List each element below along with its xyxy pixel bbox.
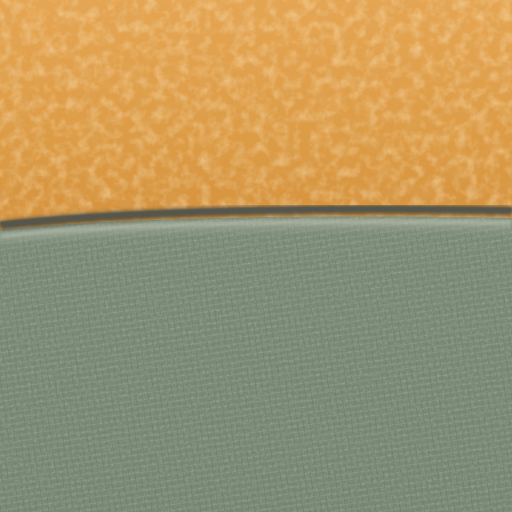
green-fabric-region: [0, 217, 512, 512]
orange-fabric-region: [0, 0, 512, 240]
